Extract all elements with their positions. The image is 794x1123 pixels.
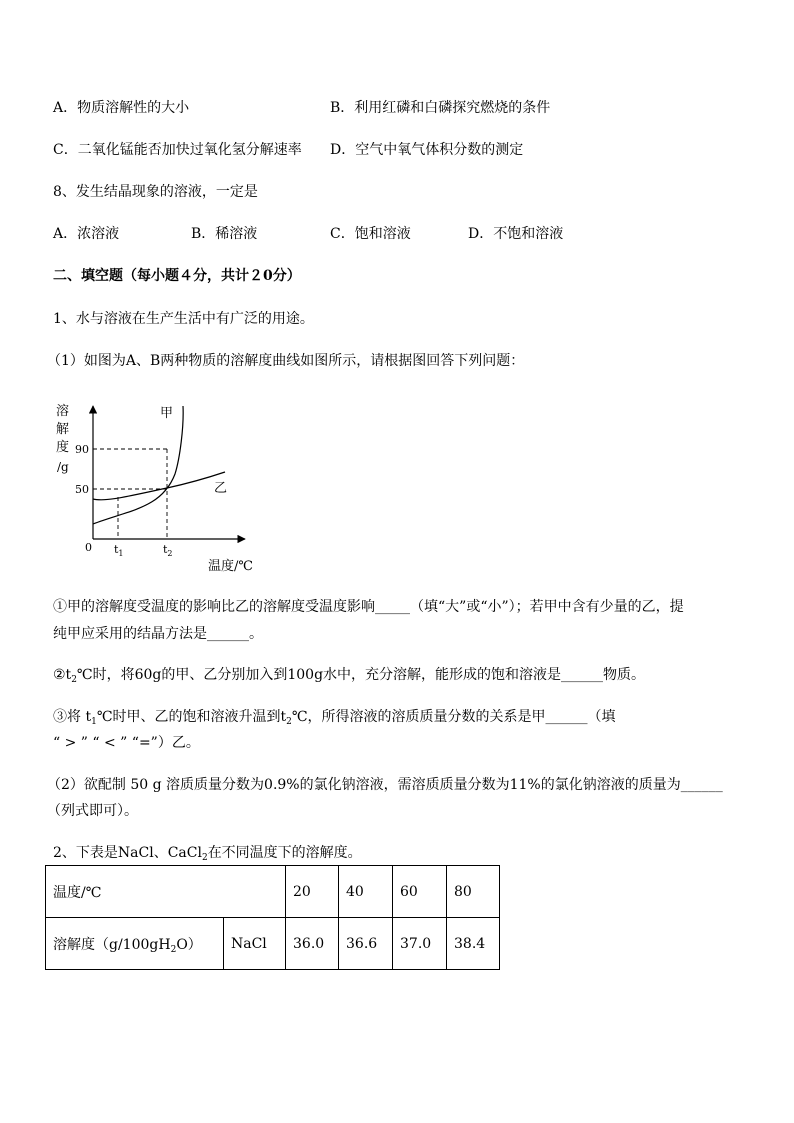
item3-text-post: ℃，所得溶液的溶质质量分数的关系是甲______（填	[291, 709, 616, 725]
problem2-text-pre: 2、下表是NaCl、CaCl	[53, 845, 202, 861]
table-temp-cell: 20	[286, 866, 339, 918]
item2-text-pre: ②t	[53, 667, 72, 683]
origin-label: 0	[85, 541, 92, 554]
row-label-post: O）	[176, 936, 202, 953]
q8-option-d: D．不饱和溶液	[468, 226, 564, 242]
problem2-stem	[53, 844, 362, 862]
q7-option-a: A．物质溶解性的大小	[53, 100, 190, 116]
table-header-label: 温度/℃	[46, 866, 286, 918]
table-row-nacl	[46, 918, 500, 970]
q7-option-c: C．二氧化锰能否加快过氧化氢分解速率	[53, 142, 302, 158]
section-heading: 二、填空题（每小题４分，共计２0分）	[53, 268, 301, 284]
series-label-yi: 乙	[214, 481, 228, 496]
x-tick-label: $t_2$	[163, 543, 173, 558]
solubility-chart	[50, 398, 265, 578]
item3-text-mid: ℃时甲、乙的饱和溶液升温到t	[96, 709, 287, 725]
q8-stem: 8、发生结晶现象的溶液，一定是	[53, 184, 258, 200]
table-value-cell: 38.4	[447, 918, 500, 970]
table-temp-cell: 40	[339, 866, 393, 918]
row-label-pre: 溶解度（g/100gH	[53, 936, 171, 953]
problem1-sub1: （1）如图为A、B两种物质的溶解度曲线如图所示，请根据图回答下列问题：	[47, 353, 525, 369]
q7-option-b: B．利用红磷和白磷探究燃烧的条件	[330, 100, 551, 116]
y-tick-label: 50	[75, 483, 89, 496]
table-value-cell: 37.0	[393, 918, 447, 970]
item3-subscript-2: 2	[286, 717, 292, 727]
q8-option-b: B．稀溶液	[191, 226, 258, 242]
y-tick-label: 90	[75, 443, 89, 456]
y-axis-label-char: 解	[56, 422, 70, 437]
table-row-label	[46, 918, 224, 970]
table-row-header	[46, 866, 500, 918]
table-value-cell: 36.0	[286, 918, 339, 970]
q7-option-d: D．空气中氧气体积分数的测定	[330, 142, 524, 158]
item2-subscript: 2	[71, 675, 77, 685]
problem2-text-post: 在不同温度下的溶解度。	[207, 845, 362, 861]
problem1-stem: 1、水与溶液在生产生活中有广泛的用途。	[53, 311, 314, 327]
table-substance-cell: NaCl	[224, 918, 286, 970]
table-temp-cell: 80	[447, 866, 500, 918]
table-value-cell: 36.6	[339, 918, 393, 970]
item1-line2: 纯甲应采用的结晶方法是______。	[53, 626, 263, 642]
item3-subscript-1: 1	[91, 717, 97, 727]
item2-text-post: ℃时，将60g的甲、乙分别加入到100g水中，充分溶解，能形成的饱和溶液是______物质。	[76, 667, 646, 683]
q8-option-a: A．浓溶液	[53, 226, 120, 242]
item3-text-pre: ③将 t	[53, 709, 92, 725]
x-tick-label: $t_1$	[114, 543, 124, 558]
series-label-jia: 甲	[160, 406, 174, 421]
problem1-sub2-line2: （列式即可）。	[47, 803, 138, 819]
problem1-sub2-line1: （2）欲配制 50 g 溶质质量分数为0.9%的氯化钠溶液，需溶质质量分数为11%的氯化钠溶液的质量为______	[47, 777, 723, 793]
x-axis-label: 温度/℃	[208, 559, 253, 574]
solubility-table	[45, 865, 500, 970]
q8-option-c: C．饱和溶液	[330, 226, 411, 242]
table-temp-cell: 60	[393, 866, 447, 918]
item3-line2: “ > ” “ < ” “=”）乙。	[53, 735, 200, 751]
curve-yi	[93, 472, 228, 500]
row-label-subscript: 2	[170, 944, 177, 955]
item3-line1	[53, 708, 616, 726]
y-axis-unit: /g	[57, 460, 69, 474]
y-axis-label-char: 度	[56, 440, 70, 455]
problem2-subscript: 2	[201, 853, 208, 863]
y-axis-label-char: 溶	[56, 404, 70, 419]
item2-line	[53, 666, 645, 684]
item1-line1: ①甲的溶解度受温度的影响比乙的溶解度受温度影响_____（填“大”或“小”）；若甲中含有少量的乙，提	[53, 599, 684, 615]
curve-jia	[93, 406, 183, 524]
